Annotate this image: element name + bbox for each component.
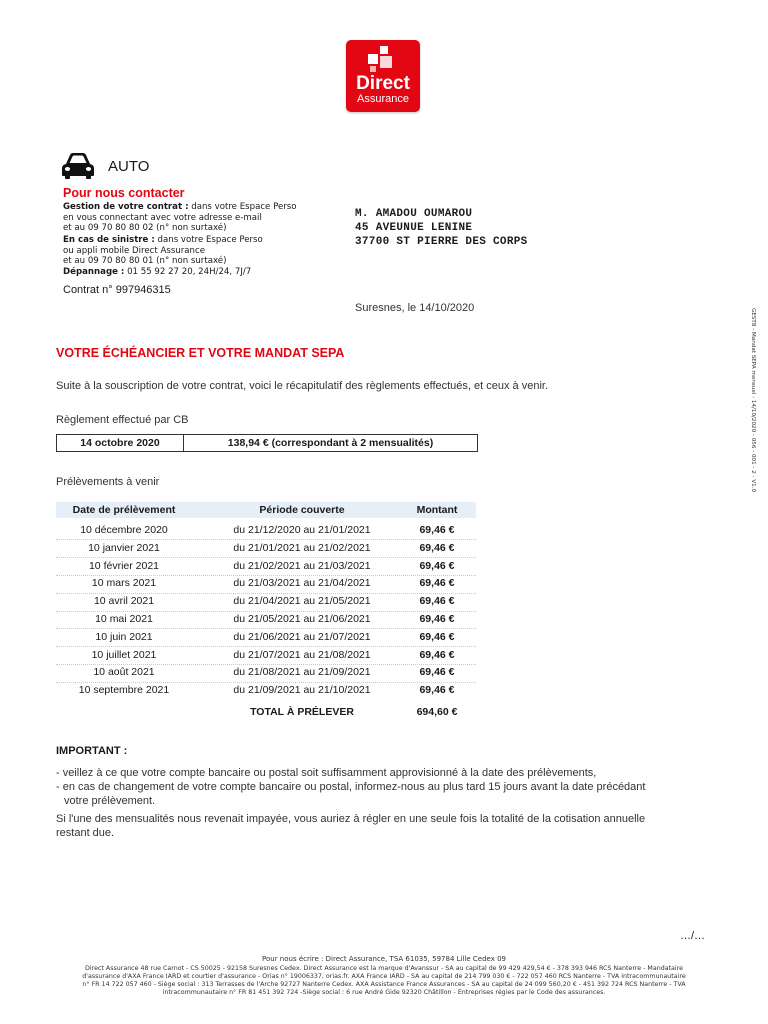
- row-amount: 69,46 €: [419, 541, 455, 554]
- row-amount: 69,46 €: [419, 666, 455, 679]
- row-date: 10 juillet 2021: [91, 648, 157, 661]
- contact-gestion-line2: en vous connectant avec votre adresse e-mail: [63, 212, 262, 223]
- row-date: 10 juin 2021: [95, 630, 153, 643]
- footer-legal-3: n° FR 14 722 057 460 - Siège social : 313 Terrasses de l'Arche 92727 Nanterre Cedex. AXA Assistance France Assurances - SA au capital de 24 099 560,20 € - 451 392 724 RCS Nanterre - TVA: [82, 981, 686, 988]
- logo-line2: Assurance: [357, 93, 409, 105]
- table-row: [56, 522, 476, 539]
- cb-payment-label: Règlement effectué par CB: [56, 414, 189, 426]
- total-label: TOTAL À PRÉLEVER: [250, 706, 354, 718]
- row-amount: 69,46 €: [419, 595, 455, 608]
- contact-gestion: [63, 202, 297, 213]
- footer-address: Pour nous écrire : Direct Assurance, TSA 61035, 59784 Lille Cedex 09: [262, 955, 506, 963]
- row-date: 10 décembre 2020: [80, 524, 168, 536]
- contract-value: 997946315: [115, 284, 171, 296]
- row-period: du 21/02/2021 au 21/03/2021: [233, 559, 371, 572]
- cb-payment-box: [56, 434, 478, 452]
- table-row: [56, 540, 476, 557]
- contact-sinistre: [63, 235, 263, 246]
- footer-legal-1: Direct Assurance 48 rue Carnot - CS 50025 - 92158 Suresnes Cedex. Direct Assurance est la marque d'Avanssur - SA au capital de 99 429 429,54 € - 378 393 946 RCS Nanterre - Mandataire: [85, 965, 683, 972]
- side-reference-text: GEST8 - Mandat SEPA mensuel - 14/10/2020 - 056 - 001 - 2 - V1.0: [750, 308, 756, 493]
- contact-gestion-line3: et au 09 70 80 80 02 (n° non surtaxé): [63, 223, 227, 233]
- cb-payment-amount: 138,94 € (correspondant à 2 mensualités): [227, 437, 434, 449]
- category-label: AUTO: [108, 158, 150, 175]
- contract-number: [63, 284, 171, 296]
- row-date: 10 mai 2021: [95, 613, 153, 625]
- depannage-label: Dépannage :: [63, 267, 125, 277]
- row-amount: 69,46 €: [419, 613, 455, 625]
- table-row: [56, 647, 476, 664]
- page-title: VOTRE ÉCHÉANCIER ET VOTRE MANDAT SEPA: [56, 346, 345, 360]
- place-date: Suresnes, le 14/10/2020: [355, 302, 475, 314]
- row-period: du 21/06/2021 au 21/07/2021: [233, 630, 371, 643]
- continuation-mark: …/…: [680, 930, 706, 942]
- contract-label: Contrat n°: [63, 284, 113, 296]
- footer-legal-2: d'assurance d'AXA France IARD et courtier d'assurance - Orias n° 19006337, orias.fr. AXA France IARD - SA au capital de 214 799 030 € - 722 057 460 RCS Nanterre - TVA intracommunautaire: [82, 973, 686, 980]
- row-date: 10 avril 2021: [93, 595, 155, 608]
- schedule-label: Prélèvements à venir: [56, 476, 160, 488]
- row-period: du 21/01/2021 au 21/02/2021: [233, 541, 371, 554]
- row-period: du 21/04/2021 au 21/05/2021: [233, 595, 371, 608]
- row-period: du 21/05/2021 au 21/06/2021: [233, 613, 371, 625]
- important-line2: - en cas de changement de votre compte bancaire ou postal, informez-nous au plus tard 15 jours avant la date précédant: [56, 781, 646, 793]
- header-date: Date de prélèvement: [72, 504, 176, 516]
- side-reference: [746, 308, 758, 518]
- row-period: du 21/07/2021 au 21/08/2021: [233, 648, 371, 661]
- row-amount: 69,46 €: [419, 648, 455, 661]
- row-date: 10 février 2021: [88, 559, 160, 572]
- gestion-label: Gestion de votre contrat :: [63, 202, 189, 212]
- row-period: du 21/12/2020 au 21/01/2021: [233, 524, 371, 536]
- row-period: du 21/03/2021 au 21/04/2021: [233, 577, 371, 590]
- header-period: Période couverte: [259, 504, 345, 516]
- sinistre-text: dans votre Espace Perso: [154, 235, 263, 245]
- contact-sinistre-line3: et au 09 70 80 80 01 (n° non surtaxé): [63, 256, 227, 266]
- logo-line1: Direct: [356, 73, 410, 94]
- header-amount: Montant: [416, 504, 458, 516]
- depannage-text: 01 55 92 27 20, 24H/24, 7J/7: [124, 267, 252, 277]
- contact-title: Pour nous contacter: [63, 186, 185, 200]
- important-title: IMPORTANT :: [56, 745, 128, 757]
- table-row: [56, 611, 476, 628]
- important-line5: restant due.: [56, 827, 115, 839]
- contact-depannage: [63, 267, 251, 278]
- row-date: 10 mars 2021: [91, 577, 157, 590]
- recipient-city: 37700 ST PIERRE DES CORPS: [355, 236, 528, 248]
- row-date: 10 septembre 2021: [78, 684, 170, 697]
- row-period: du 21/08/2021 au 21/09/2021: [233, 666, 371, 679]
- table-row: [56, 575, 476, 592]
- table-row: [56, 558, 476, 575]
- footer-legal-4: intracommunautaire n° FR 81 451 392 724 -Siège social : 6 rue André Gide 92320 Châtillon - Entreprises régies par le Code des assurances.: [162, 989, 606, 996]
- schedule-table-header: [56, 502, 476, 518]
- important-line4: Si l'une des mensualités nous revenait impayée, vous auriez à régler en une seule fois la totalité de la cotisation annuelle: [56, 813, 646, 825]
- table-row: [56, 629, 476, 646]
- table-row: [56, 593, 476, 610]
- contact-sinistre-line2: ou appli mobile Direct Assurance: [63, 245, 205, 256]
- sinistre-label: En cas de sinistre :: [63, 235, 155, 245]
- intro-text: Suite à la souscription de votre contrat, voici le récapitulatif des règlements effectués, et ceux à venir.: [56, 380, 549, 392]
- row-amount: 69,46 €: [419, 524, 455, 536]
- row-date: 10 janvier 2021: [88, 541, 160, 554]
- total-value: 694,60 €: [416, 706, 458, 718]
- row-amount: 69,46 €: [419, 630, 455, 643]
- important-line3: votre prélèvement.: [64, 795, 156, 807]
- row-amount: 69,46 €: [419, 684, 455, 697]
- cb-payment-date: 14 octobre 2020: [57, 435, 184, 451]
- row-date: 10 août 2021: [93, 666, 155, 679]
- important-line1: - veillez à ce que votre compte bancaire ou postal soit suffisamment approvisionné à la date des prélèvements,: [56, 767, 597, 779]
- gestion-text: dans votre Espace Perso: [188, 202, 297, 212]
- table-row: [56, 664, 476, 681]
- row-period: du 21/09/2021 au 21/10/2021: [233, 684, 371, 697]
- row-amount: 69,46 €: [419, 559, 455, 572]
- row-amount: 69,46 €: [419, 577, 455, 590]
- direct-assurance-logo: [346, 40, 420, 112]
- car-icon: [60, 152, 96, 180]
- recipient-street: 45 AVEUNUE LENINE: [355, 222, 473, 234]
- total-row: [56, 704, 476, 720]
- logo-cubes-icon: [368, 46, 398, 72]
- recipient-name: M. AMADOU OUMAROU: [355, 208, 473, 220]
- table-row: [56, 682, 476, 699]
